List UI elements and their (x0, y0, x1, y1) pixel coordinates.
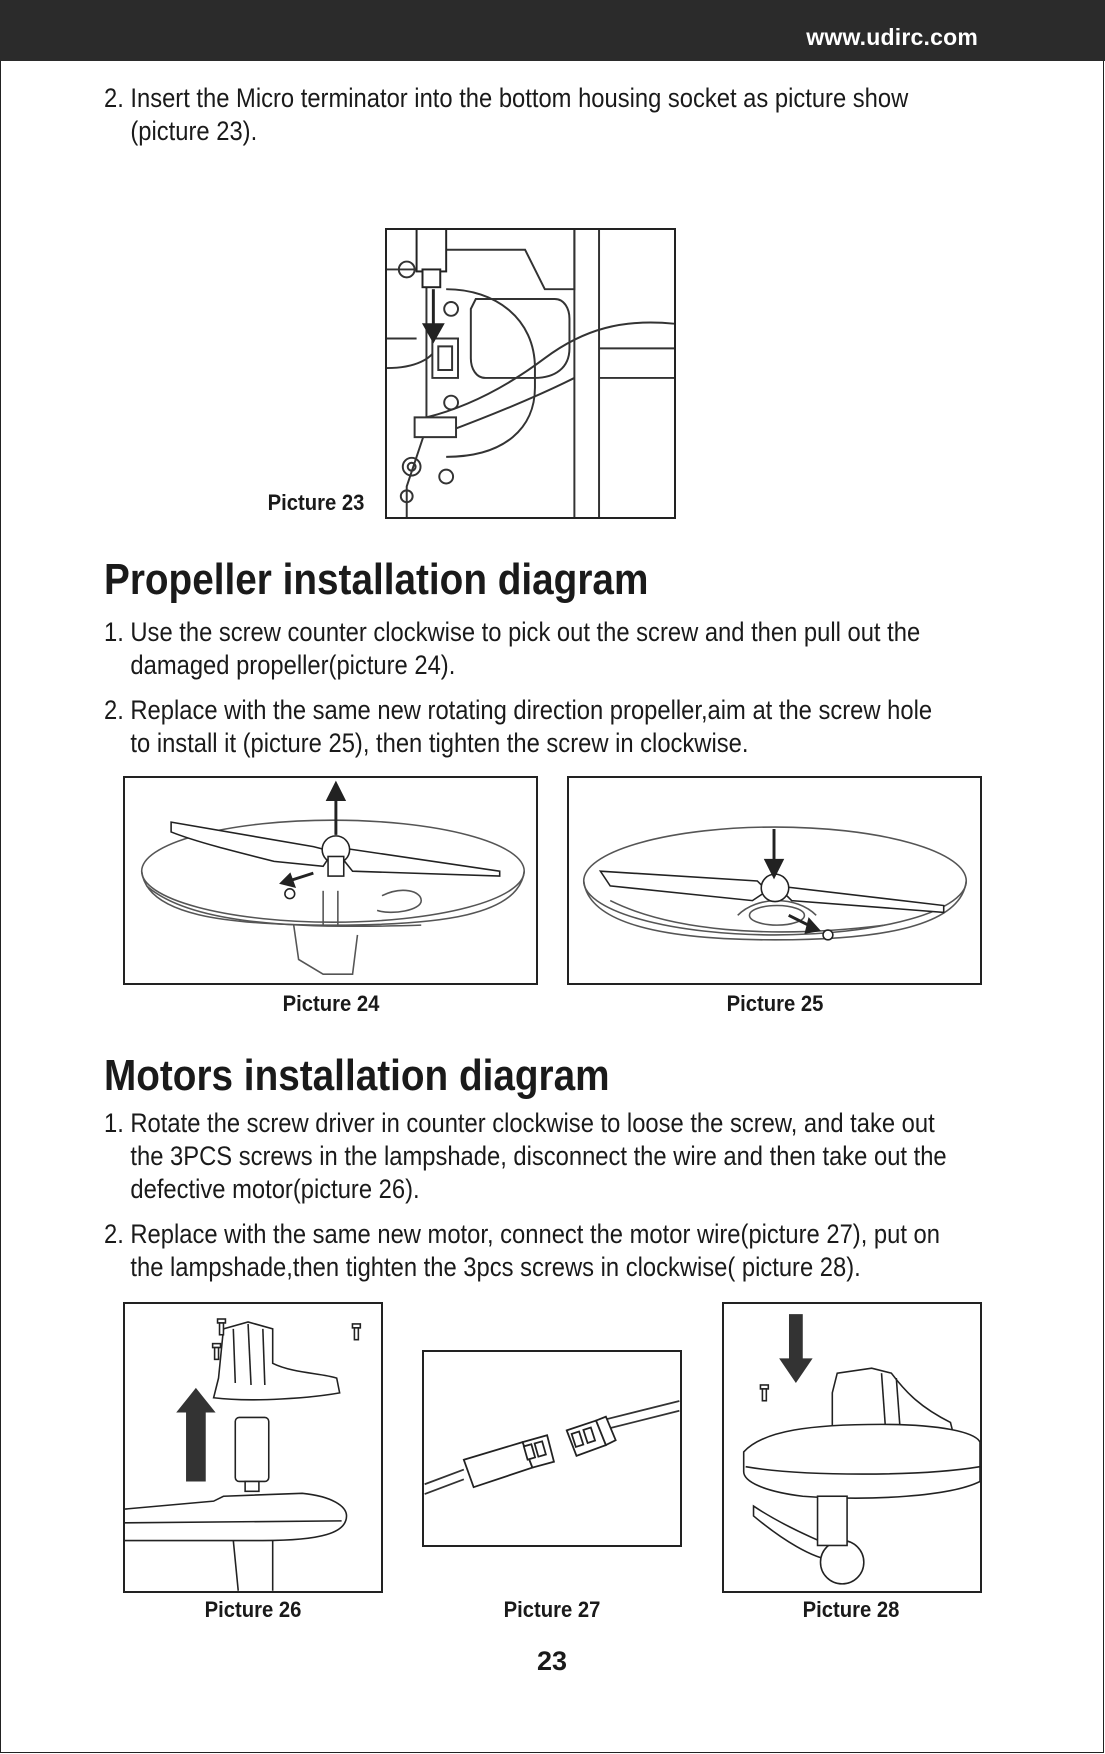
step-text-line: Rotate the screw driver in counter clockwise to loose the screw, and take out (130, 1108, 935, 1138)
picture-26-caption: Picture 26 (204, 1597, 302, 1622)
housing-socket-illustration (387, 230, 674, 517)
step-text-line: defective motor(picture 26). (130, 1174, 420, 1204)
step-text-line: (picture 23). (130, 116, 258, 146)
intro-step (104, 82, 908, 148)
propeller-step-2 (104, 694, 932, 760)
motors-step-2 (104, 1218, 940, 1284)
motors-step-1 (104, 1107, 947, 1206)
step-text-line: to install it (picture 25), then tighten the screw in clockwise. (130, 728, 749, 758)
picture-25-caption: Picture 25 (726, 991, 824, 1016)
step-text-line: Replace with the same new motor, connect the motor wire(picture 27), put on (130, 1219, 940, 1249)
picture-28-frame (722, 1302, 982, 1593)
propeller-install-illustration (569, 778, 980, 983)
step-text-line: Replace with the same new rotating direction propeller,aim at the screw hole (130, 695, 933, 725)
picture-27-frame (422, 1350, 682, 1547)
picture-23-caption: Picture 23 (267, 490, 365, 515)
picture-23-frame (385, 228, 676, 519)
step-number: 2. (104, 695, 124, 725)
picture-25-frame (567, 776, 982, 985)
step-number: 1. (104, 617, 124, 647)
website-url: www.udirc.com (806, 24, 978, 50)
step-text-line: Use the screw counter clockwise to pick out the screw and then pull out the (130, 617, 921, 647)
motor-wire-connector-illustration (424, 1352, 680, 1545)
picture-24-frame (123, 776, 538, 985)
picture-26-frame (123, 1302, 383, 1593)
step-number: 1. (104, 1108, 124, 1138)
header-bar (0, 0, 1105, 61)
step-number: 2. (104, 1219, 124, 1249)
step-number: 2. (104, 83, 124, 113)
step-text-line: damaged propeller(picture 24). (130, 650, 456, 680)
picture-28-caption: Picture 28 (802, 1597, 900, 1622)
motor-removal-illustration (125, 1304, 381, 1591)
propeller-section-title: Propeller installation diagram (104, 555, 649, 604)
propeller-step-1 (104, 616, 920, 682)
picture-24-caption: Picture 24 (282, 991, 380, 1016)
motors-section-title: Motors installation diagram (104, 1051, 610, 1100)
step-text-line: the lampshade,then tighten the 3pcs screws in clockwise( picture 28). (130, 1252, 861, 1282)
step-text-line: the 3PCS screws in the lampshade, disconnect the wire and then take out the (130, 1141, 947, 1171)
picture-27-caption: Picture 27 (503, 1597, 601, 1622)
step-text-line: Insert the Micro terminator into the bottom housing socket as picture show (130, 83, 909, 113)
lampshade-install-illustration (724, 1304, 980, 1591)
page-number: 23 (536, 1646, 568, 1676)
propeller-removal-illustration (125, 778, 536, 983)
